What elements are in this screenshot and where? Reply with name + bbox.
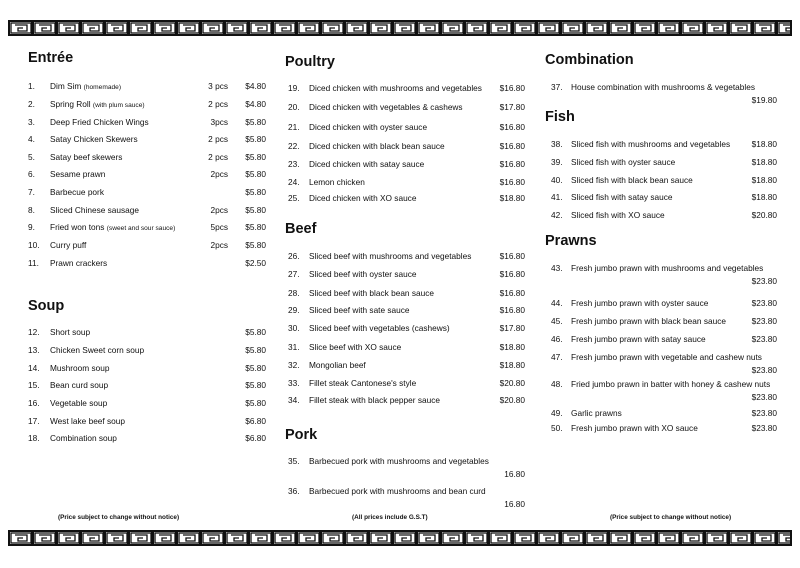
item-name-text: Sliced fish with oyster sauce	[571, 157, 676, 167]
gst-notice: (All prices include G.S.T)	[352, 514, 428, 521]
item-name-text: Bean curd soup	[50, 380, 109, 390]
item-number: 25.	[288, 193, 300, 203]
bottom-border-pattern	[8, 530, 792, 546]
poultry-item	[285, 100, 525, 115]
item-name	[50, 150, 122, 165]
item-name-text: Chicken Sweet corn soup	[50, 345, 145, 355]
item-number: 50.	[551, 423, 563, 433]
item-name-text: Fresh jumbo prawn with satay sauce	[571, 334, 706, 344]
soup-item	[28, 396, 266, 411]
item-price: $5.80	[245, 327, 266, 337]
greek-key-icon	[10, 22, 792, 34]
item-number: 39.	[551, 157, 563, 167]
item-price: $4.80	[245, 81, 266, 91]
item-name	[50, 361, 110, 376]
item-number: 20.	[288, 102, 300, 112]
item-name	[50, 97, 145, 113]
entree-item	[28, 79, 266, 94]
item-name	[50, 238, 86, 253]
item-number: 46.	[551, 334, 563, 344]
item-name	[309, 81, 482, 96]
item-price: $18.80	[751, 157, 777, 167]
item-name-text: Sliced beef with oyster sauce	[309, 269, 417, 279]
item-number: 21.	[288, 122, 300, 132]
beef-item	[285, 376, 525, 391]
item-name-text: Garlic prawns	[571, 408, 622, 418]
item-name-text: Fresh jumbo prawn with mushrooms and vegetables	[571, 263, 764, 273]
item-price: $23.80	[751, 423, 777, 433]
item-name	[309, 358, 366, 373]
item-name	[50, 378, 108, 393]
item-price: $23.80	[751, 392, 777, 402]
item-name	[50, 203, 139, 218]
item-name-text: Barbecue pork	[50, 187, 104, 197]
item-price: $16.80	[499, 305, 525, 315]
beef-item	[285, 340, 525, 355]
item-name	[571, 190, 672, 205]
item-name-text: Fillet steak Cantonese's style	[309, 378, 417, 388]
soup-item	[28, 431, 266, 446]
item-name-text: Deep Fried Chicken Wings	[50, 117, 149, 127]
item-name	[309, 157, 424, 172]
item-price: $5.80	[245, 169, 266, 179]
entree-item	[28, 97, 266, 112]
item-price: $5.80	[245, 205, 266, 215]
beef-item	[285, 358, 525, 373]
item-price: $5.80	[245, 117, 266, 127]
item-name	[50, 167, 105, 182]
item-number: 9.	[28, 222, 35, 232]
entree-heading: Entrée	[28, 50, 74, 66]
item-number: 30.	[288, 323, 300, 333]
item-name-text: Fillet steak with black pepper sauce	[309, 395, 440, 405]
item-name	[309, 191, 416, 206]
item-number: 29.	[288, 305, 300, 315]
prawns-item	[545, 296, 777, 311]
prawns-item	[545, 314, 777, 329]
item-name	[571, 261, 763, 276]
poultry-heading: Poultry	[285, 54, 335, 70]
item-name	[309, 120, 427, 135]
item-number: 23.	[288, 159, 300, 169]
item-price: $16.80	[499, 159, 525, 169]
soup-item	[28, 325, 266, 340]
entree-item	[28, 256, 266, 271]
item-name	[309, 267, 416, 282]
item-price: $19.80	[751, 95, 777, 105]
item-name	[571, 406, 622, 421]
item-name-text: Fresh jumbo prawn with black bean sauce	[571, 316, 726, 326]
entree-item	[28, 238, 266, 253]
item-quantity: 2pcs	[210, 205, 228, 215]
item-name-text: Sliced fish with black bean sauce	[571, 175, 693, 185]
fish-item	[545, 173, 777, 188]
fish-heading: Fish	[545, 109, 575, 125]
beef-item	[285, 303, 525, 318]
item-name	[50, 115, 149, 130]
entree-item	[28, 150, 266, 165]
item-quantity: 2pcs	[210, 169, 228, 179]
item-name	[571, 314, 726, 329]
item-name	[50, 132, 138, 147]
item-name-text: Diced chicken with mushrooms and vegetables	[309, 83, 482, 93]
poultry-item	[285, 157, 525, 172]
item-number: 8.	[28, 205, 35, 215]
item-name-text: Barbecued pork with mushrooms and bean curd	[309, 486, 486, 496]
item-number: 10.	[28, 240, 40, 250]
item-name	[50, 220, 175, 236]
item-price: 16.80	[504, 499, 525, 509]
item-name-text: Spring Roll	[50, 99, 91, 109]
item-name-text: Mongolian beef	[309, 360, 366, 370]
item-price: $5.80	[245, 398, 266, 408]
item-number: 49.	[551, 408, 563, 418]
fish-item	[545, 137, 777, 152]
item-number: 32.	[288, 360, 300, 370]
prawns-item	[545, 377, 777, 402]
item-price: $23.80	[751, 316, 777, 326]
item-name-text: Satay beef skewers	[50, 152, 123, 162]
item-name-text: Curry puff	[50, 240, 87, 250]
entree-item	[28, 115, 266, 130]
top-border-pattern	[8, 20, 792, 36]
item-name	[309, 249, 471, 264]
item-price: $18.80	[499, 360, 525, 370]
item-price: $5.80	[245, 345, 266, 355]
item-price: $5.80	[245, 380, 266, 390]
item-name-text: Satay Chicken Skewers	[50, 134, 138, 144]
item-price: $17.80	[499, 102, 525, 112]
prawns-item	[545, 350, 777, 375]
item-name	[571, 350, 762, 365]
prawns-item	[545, 406, 777, 421]
item-number: 13.	[28, 345, 40, 355]
item-name-text: Sliced beef with black bean sauce	[309, 288, 434, 298]
item-name	[571, 421, 698, 436]
item-name-text: Slice beef with XO sauce	[309, 342, 402, 352]
item-name-text: Diced chicken with black bean sauce	[309, 141, 445, 151]
item-number: 41.	[551, 192, 563, 202]
item-number: 34.	[288, 395, 300, 405]
item-name	[309, 393, 440, 408]
item-number: 45.	[551, 316, 563, 326]
item-quantity: 2 pcs	[208, 134, 228, 144]
item-price: $16.80	[499, 122, 525, 132]
item-note: (homemade)	[83, 84, 122, 91]
item-name-text: Fresh jumbo prawn with oyster sauce	[571, 298, 709, 308]
item-name-text: Dim Sim	[50, 81, 82, 91]
item-number: 3.	[28, 117, 35, 127]
item-name	[309, 376, 416, 391]
beef-heading: Beef	[285, 221, 317, 237]
item-name-text: Sliced beef with sate sauce	[309, 305, 410, 315]
item-price: $23.80	[751, 334, 777, 344]
item-quantity: 5pcs	[210, 222, 228, 232]
beef-item	[285, 249, 525, 264]
beef-item	[285, 393, 525, 408]
item-name	[571, 332, 706, 347]
item-name-text: West lake beef soup	[50, 416, 126, 426]
item-name	[309, 321, 450, 336]
poultry-item	[285, 175, 525, 190]
item-name-text: Sliced fish with satay sauce	[571, 192, 673, 202]
item-number: 35.	[288, 456, 300, 466]
item-name	[50, 414, 125, 429]
item-number: 19.	[288, 83, 300, 93]
item-number: 42.	[551, 210, 563, 220]
item-number: 27.	[288, 269, 300, 279]
item-name-text: Mushroom soup	[50, 363, 110, 373]
item-number: 31.	[288, 342, 300, 352]
item-price: $5.80	[245, 222, 266, 232]
item-price: $20.80	[499, 395, 525, 405]
item-number: 18.	[28, 433, 40, 443]
item-price: $16.80	[499, 288, 525, 298]
item-name-text: Diced chicken with XO sauce	[309, 193, 417, 203]
item-price: $6.80	[245, 416, 266, 426]
item-name-text: Short soup	[50, 327, 91, 337]
item-name-text: Prawn crackers	[50, 258, 108, 268]
item-price: $23.80	[751, 365, 777, 375]
item-name-text: Fried jumbo prawn in batter with honey & cashew nuts	[571, 379, 771, 389]
item-price: $18.80	[751, 175, 777, 185]
item-quantity: 2 pcs	[208, 152, 228, 162]
item-name	[309, 484, 486, 499]
item-price: $5.80	[245, 152, 266, 162]
beef-item	[285, 267, 525, 282]
item-name	[309, 303, 410, 318]
item-name-text: Combination soup	[50, 433, 117, 443]
fish-item	[545, 208, 777, 223]
fish-item	[545, 190, 777, 205]
item-name	[571, 377, 770, 392]
fish-item	[545, 155, 777, 170]
item-number: 16.	[28, 398, 40, 408]
poultry-item	[285, 81, 525, 96]
poultry-item	[285, 120, 525, 135]
item-number: 22.	[288, 141, 300, 151]
item-number: 40.	[551, 175, 563, 185]
entree-item	[28, 167, 266, 182]
item-name-text: Sliced Chinese sausage	[50, 205, 140, 215]
soup-heading: Soup	[28, 298, 65, 314]
item-name	[309, 100, 463, 115]
soup-item	[28, 343, 266, 358]
greek-key-icon	[10, 532, 792, 544]
item-number: 26.	[288, 251, 300, 261]
item-price: $18.80	[499, 342, 525, 352]
item-name	[50, 343, 144, 358]
item-name	[571, 208, 665, 223]
item-price: $16.80	[499, 141, 525, 151]
beef-item	[285, 321, 525, 336]
item-name	[50, 396, 107, 411]
price-notice-left: (Price subject to change without notice)	[58, 514, 180, 521]
item-quantity: 2 pcs	[208, 99, 228, 109]
soup-item	[28, 414, 266, 429]
combination-item	[545, 80, 777, 105]
item-name	[50, 256, 107, 271]
prawns-heading: Prawns	[545, 233, 597, 249]
item-price: $4.80	[245, 99, 266, 109]
soup-item	[28, 361, 266, 376]
poultry-item	[285, 139, 525, 154]
combination-heading: Combination	[545, 52, 634, 68]
item-name	[309, 175, 365, 190]
price-notice-right: (Price subject to change without notice)	[610, 514, 732, 521]
item-name-text: Sliced fish with XO sauce	[571, 210, 665, 220]
entree-item	[28, 220, 266, 235]
item-name	[309, 454, 489, 469]
item-name	[309, 340, 401, 355]
item-number: 6.	[28, 169, 35, 179]
item-price: $16.80	[499, 83, 525, 93]
item-name-text: Diced chicken with oyster sauce	[309, 122, 428, 132]
item-name	[571, 137, 730, 152]
item-name-text: Fresh jumbo prawn with vegetable and cashew nuts	[571, 352, 762, 362]
item-number: 36.	[288, 486, 300, 496]
item-price: $17.80	[499, 323, 525, 333]
item-quantity: 3 pcs	[208, 81, 228, 91]
poultry-item	[285, 191, 525, 206]
item-price: $5.80	[245, 134, 266, 144]
prawns-item	[545, 261, 777, 286]
beef-item	[285, 286, 525, 301]
item-name	[571, 296, 708, 311]
item-name	[309, 139, 445, 154]
item-price: $2.50	[245, 258, 266, 268]
item-name	[309, 286, 434, 301]
item-number: 14.	[28, 363, 40, 373]
item-name-text: Barbecued pork with mushrooms and vegetables	[309, 456, 489, 466]
item-name	[50, 325, 90, 340]
item-number: 7.	[28, 187, 35, 197]
item-number: 48.	[551, 379, 563, 389]
item-price: $18.80	[751, 192, 777, 202]
item-number: 2.	[28, 99, 35, 109]
item-number: 5.	[28, 152, 35, 162]
pork-heading: Pork	[285, 427, 318, 443]
item-number: 24.	[288, 177, 300, 187]
entree-item	[28, 203, 266, 218]
item-number: 44.	[551, 298, 563, 308]
item-number: 33.	[288, 378, 300, 388]
item-quantity: 3pcs	[210, 117, 228, 127]
item-price: $6.80	[245, 433, 266, 443]
item-number: 4.	[28, 134, 35, 144]
prawns-item	[545, 332, 777, 347]
item-name	[50, 431, 117, 446]
item-number: 43.	[551, 263, 563, 273]
item-number: 12.	[28, 327, 40, 337]
item-price: $23.80	[751, 298, 777, 308]
item-name-text: Sliced beef with mushrooms and vegetables	[309, 251, 472, 261]
item-name	[50, 185, 104, 200]
item-price: $23.80	[751, 408, 777, 418]
item-name	[571, 173, 693, 188]
item-name-text: Diced chicken with vegetables & cashews	[309, 102, 463, 112]
item-name	[571, 155, 675, 170]
prawns-item	[545, 421, 777, 436]
item-price: $5.80	[245, 240, 266, 250]
item-price: $18.80	[751, 139, 777, 149]
item-price: $16.80	[499, 251, 525, 261]
item-name-text: Sliced beef with vegetables (cashews)	[309, 323, 450, 333]
item-name-text: Sliced fish with mushrooms and vegetables	[571, 139, 731, 149]
item-number: 15.	[28, 380, 40, 390]
item-number: 11.	[28, 258, 39, 268]
item-note: (with plum sauce)	[92, 102, 145, 109]
item-price: $5.80	[245, 187, 266, 197]
item-number: 28.	[288, 288, 300, 298]
item-price: $18.80	[499, 193, 525, 203]
item-name-text: Sesame prawn	[50, 169, 106, 179]
pork-item	[285, 484, 525, 509]
item-price: $16.80	[499, 177, 525, 187]
item-name-text: Vegetable soup	[50, 398, 108, 408]
item-price: $5.80	[245, 363, 266, 373]
item-quantity: 2pcs	[210, 240, 228, 250]
entree-item	[28, 185, 266, 200]
item-name-text: Diced chicken with satay sauce	[309, 159, 425, 169]
item-number: 17.	[28, 416, 40, 426]
item-name	[50, 79, 121, 95]
item-note: (sweet and sour sauce)	[106, 225, 176, 232]
item-price: $23.80	[751, 276, 777, 286]
item-name-text: House combination with mushrooms & vegetables	[571, 82, 756, 92]
item-number: 38.	[551, 139, 563, 149]
entree-item	[28, 132, 266, 147]
item-price: $20.80	[499, 378, 525, 388]
item-number: 47.	[551, 352, 563, 362]
item-number: 37.	[551, 82, 563, 92]
item-name-text: Fresh jumbo prawn with XO sauce	[571, 423, 698, 433]
pork-item	[285, 454, 525, 479]
item-name-text: Lemon chicken	[309, 177, 365, 187]
item-name	[571, 80, 755, 95]
item-price: 16.80	[504, 469, 525, 479]
item-name-text: Fried won tons	[50, 222, 105, 232]
item-price: $16.80	[499, 269, 525, 279]
soup-item	[28, 378, 266, 393]
item-number: 1.	[28, 81, 35, 91]
item-price: $20.80	[751, 210, 777, 220]
